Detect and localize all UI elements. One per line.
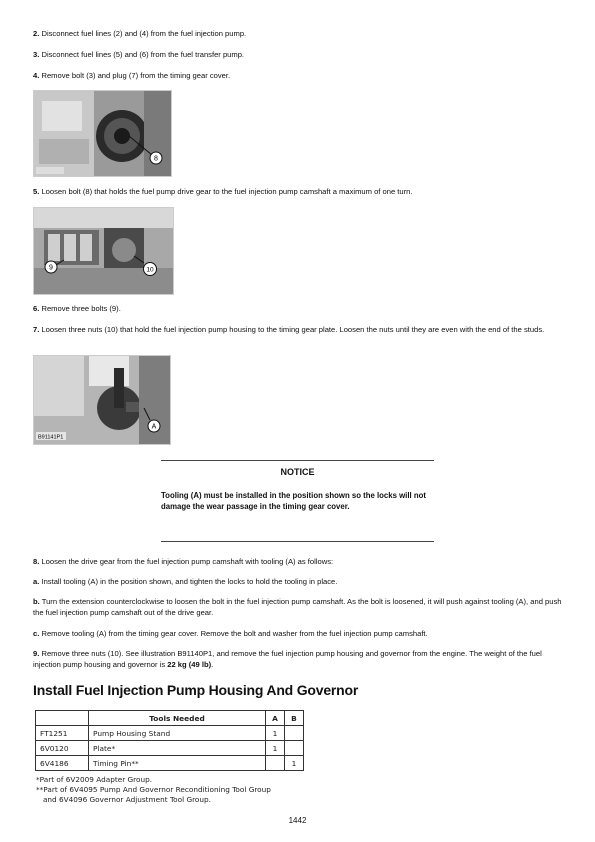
table-row xyxy=(36,726,304,741)
table-row xyxy=(36,756,304,771)
qty-b xyxy=(285,741,304,756)
qty-b: 1 xyxy=(285,756,304,771)
qty-b xyxy=(285,726,304,741)
step-text: Loosen three nuts (10) that hold the fuel injection pump housing to the timing gear plate. Loosen the nuts until they are even with the end of the studs. xyxy=(39,325,545,334)
footnote: and 6V4096 Governor Adjustment Tool Group. xyxy=(36,795,211,804)
section-heading: Install Fuel Injection Pump Housing And Governor xyxy=(33,682,359,698)
table-footnotes xyxy=(36,775,271,805)
step-3 xyxy=(33,50,563,61)
footnote: *Part of 6V2009 Adapter Group. xyxy=(36,775,153,784)
qty-a: 1 xyxy=(266,726,285,741)
step-number: 2. xyxy=(33,29,40,38)
notice-text: Tooling (A) must be installed in the position shown so the locks will not damage the wear passage in the timing gear cover. xyxy=(161,491,426,511)
table-header-b: B xyxy=(285,711,304,726)
step-number: 4. xyxy=(33,71,40,80)
notice-top-rule xyxy=(161,460,434,461)
page-number: 1442 xyxy=(288,816,307,825)
step-7 xyxy=(33,325,563,336)
step-text: Install tooling (A) in the position shown, and tighten the locks to hold the tooling in place. xyxy=(39,577,338,586)
qty-a: 1 xyxy=(266,741,285,756)
step-number: 5. xyxy=(33,187,40,196)
step-text: Turn the extension counterclockwise to loosen the bolt in the fuel injection pump camshaft. As the bolt is loosened, it will push against tooling (A), and push the fuel injection pump camshaft out of the drive gear. xyxy=(33,597,562,617)
photo-illustration xyxy=(34,356,170,444)
step-text: Remove bolt (3) and plug (7) from the timing gear cover. xyxy=(39,71,231,80)
photo-injection-pump-bolts xyxy=(33,207,174,295)
step-number: 3. xyxy=(33,50,40,59)
tool-name: Plate* xyxy=(89,741,266,756)
step-text-end: . xyxy=(211,659,214,669)
step-6 xyxy=(33,304,563,315)
callout-label: A xyxy=(151,423,157,431)
step-text: Loosen the drive gear from the fuel injection pump camshaft with tooling (A) as follows: xyxy=(39,557,334,566)
step-number: c. xyxy=(33,629,40,638)
step-number: 7. xyxy=(33,325,40,334)
photo-caption: B91141P1 xyxy=(38,434,64,441)
step-text: Remove three bolts (9). xyxy=(39,304,121,313)
callout-label: 10 xyxy=(146,266,154,274)
step-2 xyxy=(33,29,563,40)
step-b xyxy=(33,597,563,618)
table-row xyxy=(36,741,304,756)
step-number: 8. xyxy=(33,557,40,566)
callout-label: 8 xyxy=(154,155,158,163)
qty-a xyxy=(266,756,285,771)
step-text: Remove three nuts (10). See illustration B91140P1, and remove the fuel injection pump housing and governor from the engine. The weight of the fuel injection pump housing and governor is xyxy=(33,649,542,669)
photo-illustration xyxy=(34,91,171,176)
callout-label: 9 xyxy=(49,264,53,272)
part-number: 6V4186 xyxy=(36,756,89,771)
step-text: Loosen bolt (8) that holds the fuel pump drive gear to the fuel injection pump camshaft a maximum of one turn. xyxy=(39,187,413,196)
step-5 xyxy=(33,187,563,198)
step-text: Disconnect fuel lines (5) and (6) from the fuel transfer pump. xyxy=(39,50,245,59)
step-4 xyxy=(33,71,563,82)
footnote: **Part of 6V4095 Pump And Governor Reconditioning Tool Group xyxy=(36,785,271,794)
tool-name: Timing Pin** xyxy=(89,756,266,771)
tool-name: Pump Housing Stand xyxy=(89,726,266,741)
step-number: a. xyxy=(33,577,40,586)
table-header-a: A xyxy=(266,711,285,726)
step-text: Remove tooling (A) from the timing gear cover. Remove the bolt and washer from the fuel injection pump camshaft. xyxy=(39,629,428,638)
photo-tooling-a xyxy=(33,355,171,445)
table-header-part xyxy=(36,711,89,726)
step-number: b. xyxy=(33,597,40,606)
step-c xyxy=(33,629,563,640)
step-a xyxy=(33,577,563,588)
part-number: 6V0120 xyxy=(36,741,89,756)
step-8 xyxy=(33,557,563,568)
table-header-row xyxy=(36,711,304,726)
notice-bottom-rule xyxy=(161,541,434,542)
step-text: Disconnect fuel lines (2) and (4) from the fuel injection pump. xyxy=(39,29,247,38)
part-number: FT1251 xyxy=(36,726,89,741)
notice-title: NOTICE xyxy=(280,467,315,477)
step-number: 9. xyxy=(33,649,40,658)
photo-illustration xyxy=(34,208,173,294)
step-number: 6. xyxy=(33,304,40,313)
weight-value: 22 kg (49 lb) xyxy=(167,659,212,669)
photo-timing-gear-cover xyxy=(33,90,172,177)
tools-needed-table xyxy=(35,710,304,771)
step-9 xyxy=(33,649,563,670)
table-header-tools: Tools Needed xyxy=(89,711,266,726)
